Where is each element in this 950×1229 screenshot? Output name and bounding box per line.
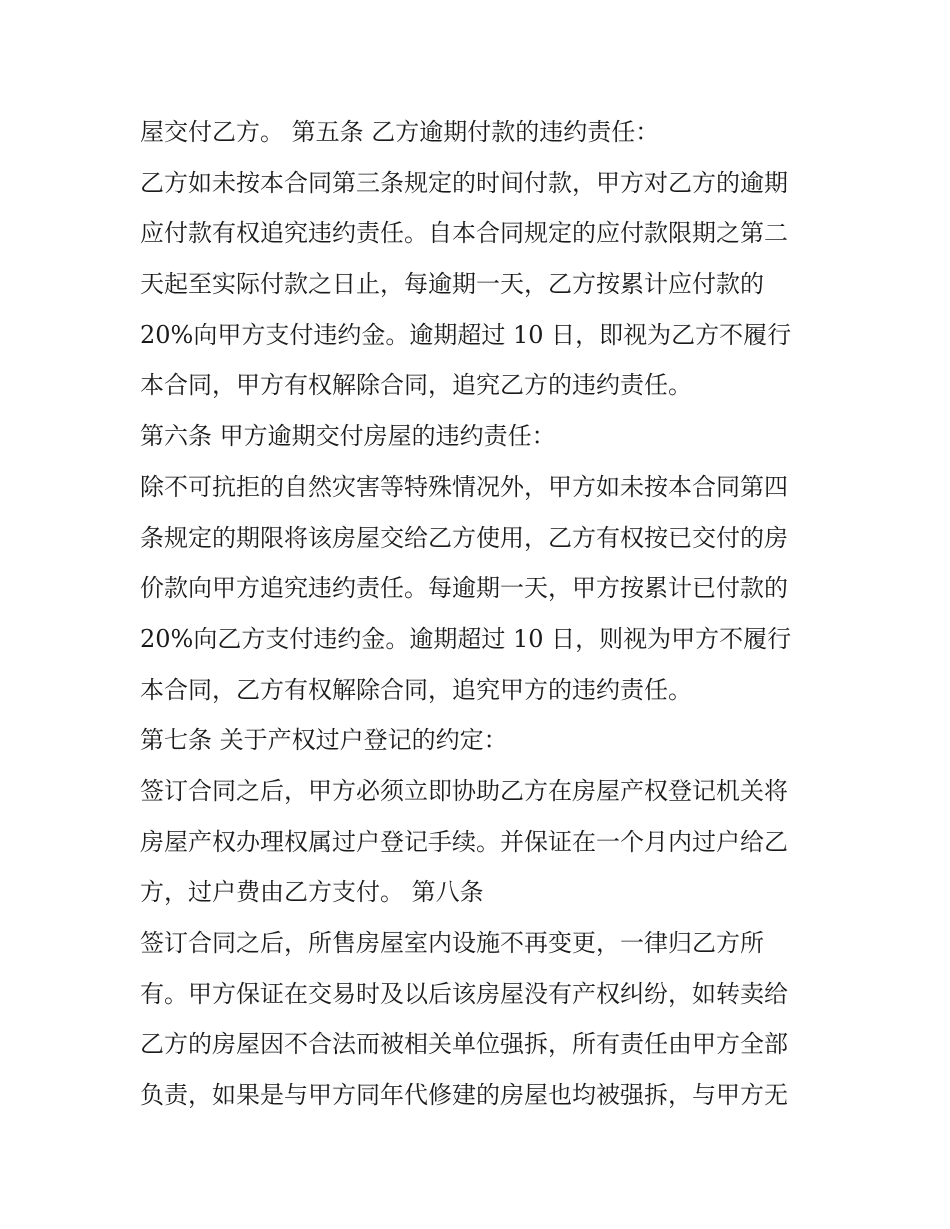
text-line: 签订合同之后，甲方必须立即协助乙方在房屋产权登记机关将 [140,776,788,805]
text-line: 除不可抗拒的自然灾害等特殊情况外，甲方如未按本合同第四 [140,472,788,501]
contract-text-body [140,107,820,1121]
text-line: 20%向甲方支付违约金。逾期超过 10 日，即视为乙方不履行 [140,320,792,349]
text-line: 负责，如果是与甲方同年代修建的房屋也均被强拆，与甲方无 [140,1081,788,1110]
text-line: 天起至实际付款之日止，每逾期一天，乙方按累计应付款的 [140,270,764,299]
text-line: 本合同，甲方有权解除合同，追究乙方的违约责任。 [140,371,692,400]
text-line: 乙方如未按本合同第三条规定的时间付款，甲方对乙方的逾期 [140,168,788,197]
text-line: 价款向甲方追究违约责任。每逾期一天，甲方按累计已付款的 [140,574,788,603]
section-heading: 第七条 关于产权过户登记的约定： [140,726,508,755]
text-line: 条规定的期限将该房屋交给乙方使用，乙方有权按已交付的房 [140,523,788,552]
text-line: 方，过户费由乙方支付。 第八条 [140,878,484,907]
text-line: 房屋产权办理权属过户登记手续。并保证在一个月内过户给乙 [140,827,788,856]
text-line: 乙方的房屋因不合法而被相关单位强拆，所有责任由甲方全部 [140,1030,788,1059]
text-line: 本合同，乙方有权解除合同，追究甲方的违约责任。 [140,675,692,704]
text-line: 有。甲方保证在交易时及以后该房屋没有产权纠纷，如转卖给 [140,979,788,1008]
section-heading: 第六条 甲方逾期交付房屋的违约责任： [140,422,556,451]
text-line: 签订合同之后，所售房屋室内设施不再变更，一律归乙方所 [140,929,764,957]
text-line: 屋交付乙方。 第五条 乙方逾期付款的违约责任： [140,118,660,146]
text-line: 应付款有权追究违约责任。自本合同规定的应付款限期之第二 [140,219,788,248]
text-line: 20%向乙方支付违约金。逾期超过 10 日，则视为甲方不履行 [140,624,792,653]
